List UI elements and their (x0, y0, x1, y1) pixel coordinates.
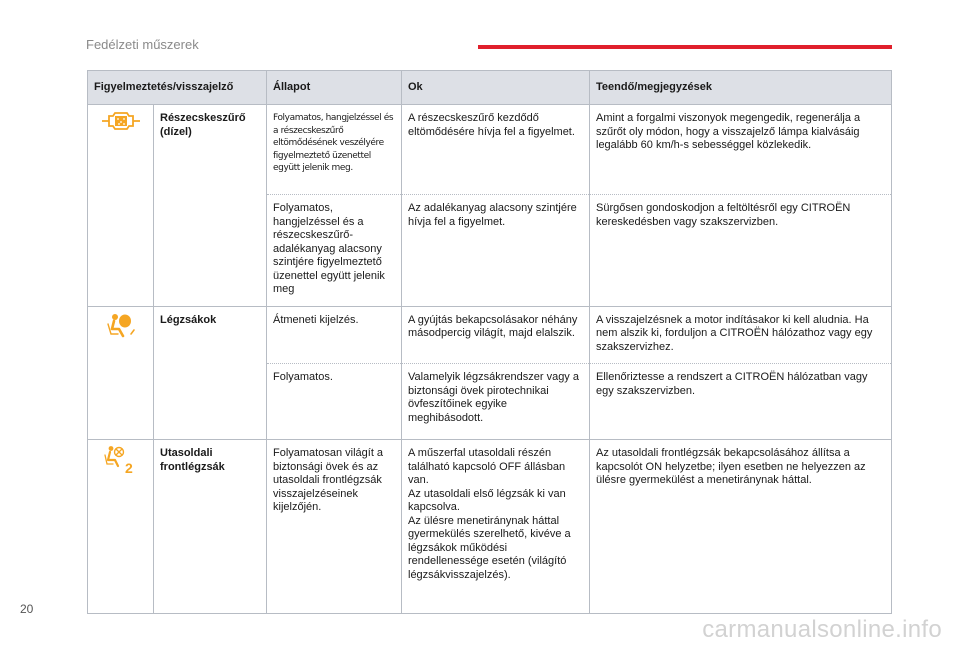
action-text: Sürgősen gondoskodjon a feltöltésről egy CITROËN kereskedésben vagy szakszervizben. (590, 195, 892, 307)
action-text: Ellenőriztesse a rendszert a CITROËN hálózatban vagy egy szakszervizben. (590, 364, 892, 440)
lamp-name: Utasoldali frontlégzsák (154, 440, 267, 614)
action-text: A visszajelzésnek a motor indításakor ki kell aludnia. Ha nem alszik ki, forduljon a CITROËN hálózathoz vagy egy szakszervizhez. (590, 306, 892, 364)
lamp-icon-cell (88, 306, 154, 440)
cause-text: Valamelyik légzsákrendszer vagy a biztonsági övek pirotechnikai övfeszítőinek egyike meghibásodott. (402, 364, 590, 440)
cause-text: A részecskeszűrő kezdődő eltömődésére hívja fel a figyelmet. (402, 105, 590, 195)
lamp-name: Részecskeszűrő (dízel) (154, 105, 267, 307)
page-number: 20 (20, 602, 34, 616)
watermark-text: carmanualsonline.info (702, 616, 942, 643)
header-cause: Ok (402, 71, 590, 105)
header-action: Teendő/megjegyzések (590, 71, 892, 105)
action-text: Amint a forgalmi viszonyok megengedik, regenerálja a szűrőt oly módon, hogy a visszajelző lámpa kialvásáig legalább 60 km/h-s sebességgel közlekedik. (590, 105, 892, 195)
lamp-icon-cell (88, 105, 154, 307)
warning-lamp-table (87, 70, 892, 614)
state-text: Folyamatos, hangjelzéssel és a részecskeszűrő-adalékanyag alacsony szintjére figyelmeztető üzenettel együtt jelenik meg (267, 195, 402, 307)
passenger-airbag-off-icon (94, 445, 147, 475)
cause-text: A gyújtás bekapcsolásakor néhány másodpercig világít, majd elalszik. (402, 306, 590, 364)
lamp-name: Légzsákok (154, 306, 267, 440)
lamp-icon-cell (88, 440, 154, 614)
table-row (88, 105, 892, 195)
section-title: Fedélzeti műszerek (86, 37, 199, 52)
state-text: Folyamatosan világít a biztonsági övek és az utasoldali frontlégzsák visszajelzéseinek kijelzőjén. (267, 440, 402, 614)
state-text: Folyamatos, hangjelzéssel és a részecskeszűrő eltömődésének veszélyére figyelmeztető üzenettel együtt jelenik meg. (267, 105, 402, 195)
table-header-row (88, 71, 892, 105)
state-text: Átmeneti kijelzés. (267, 306, 402, 364)
airbag-icon (94, 312, 147, 338)
header-lamp: Figyelmeztetés/visszajelző (88, 71, 267, 105)
header-accent-bar (478, 45, 892, 49)
table-row (88, 306, 892, 364)
cause-text: Az adalékanyag alacsony szintjére hívja fel a figyelmet. (402, 195, 590, 307)
cause-text: A műszerfal utasoldali részén található kapcsoló OFF állásban van. Az utasoldali első légzsák ki van kapcsolva. Az ülésre menetiránynak háttal gyermekülés szerelhető, kivéve a légzsákok működési rendellenessége esetén (világító légzsákvisszajelzés). (402, 440, 590, 614)
particle-filter-icon (94, 110, 147, 132)
table-row (88, 440, 892, 614)
header-state: Állapot (267, 71, 402, 105)
state-text: Folyamatos. (267, 364, 402, 440)
action-text: Az utasoldali frontlégzsák bekapcsolásához állítsa a kapcsolót ON helyzetbe; ilyen esetben ne helyezzen az ülésre gyermekülést a menetiránynak háttal. (590, 440, 892, 614)
airbag-icon-number: 2 (124, 460, 133, 475)
